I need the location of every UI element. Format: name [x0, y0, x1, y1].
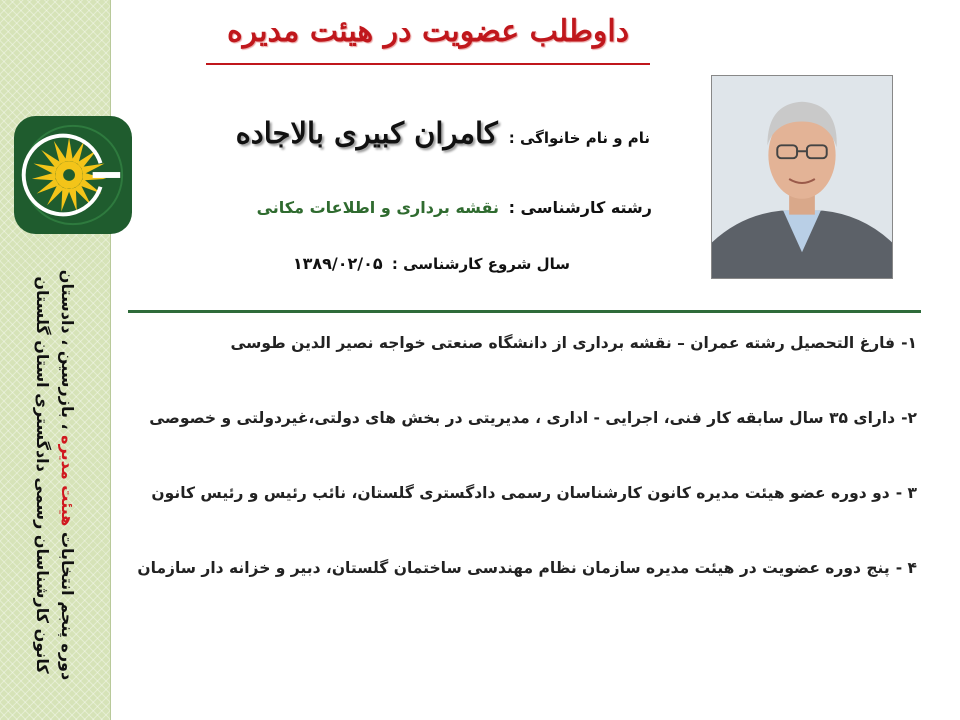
organization-logo	[14, 116, 132, 234]
list-item: ۴ -پنج دوره عضویت در هیئت مدیره سازمان نظام مهندسی ساختمان گلستان، دبیر و خزانه دار سازمان	[137, 559, 917, 577]
name-label: نام و نام خانواگی :	[508, 129, 650, 147]
sidebar-caption-highlight: هیئت مدیره	[58, 435, 77, 527]
sidebar-caption-line1: دوره پنجم انتخابات هیئت مدیره ، بازرسین ، دادستان	[58, 269, 77, 681]
field-row	[257, 198, 652, 217]
sidebar-caption-line2: کانون کارشناسان رسمی دادگستری استان گلستان	[33, 276, 52, 674]
start-year-value: ۱۳۸۹/۰۲/۰۵	[292, 254, 383, 273]
start-year-label: سال شروع کارشناسی :	[391, 255, 570, 273]
field-value: نقشه برداری و اطلاعات مکانی	[256, 198, 499, 217]
section-divider	[128, 310, 921, 313]
title-underline	[206, 63, 650, 65]
qualifications-list	[132, 328, 917, 584]
list-item: ۲-دارای ۳۵ سال سابقه کار فنی، اجرایی - اداری ، مدیریتی در بخش های دولتی،غیردولتی و خصوصی	[149, 409, 917, 427]
logo-bar	[93, 172, 121, 178]
candidate-photo	[711, 75, 893, 279]
field-label: رشته کارشناسی :	[508, 198, 652, 217]
list-item: ۱-فارغ التحصیل رشته عمران – نقشه برداری از دانشگاه صنعتی خواجه نصیر الدین طوسی	[230, 334, 917, 352]
candidate-name: کامران کبیری بالاجاده	[235, 116, 498, 150]
name-row	[236, 116, 650, 150]
list-item: ۳ -دو دوره عضو هیئت مدیره کانون کارشناسان رسمی دادگستری گلستان، نائب رئیس و رئیس کانون	[151, 484, 917, 502]
start-year-row	[293, 254, 570, 273]
slide-title: داوطلب عضویت در هیئت مدیره	[226, 14, 630, 49]
sidebar-caption	[26, 235, 80, 715]
